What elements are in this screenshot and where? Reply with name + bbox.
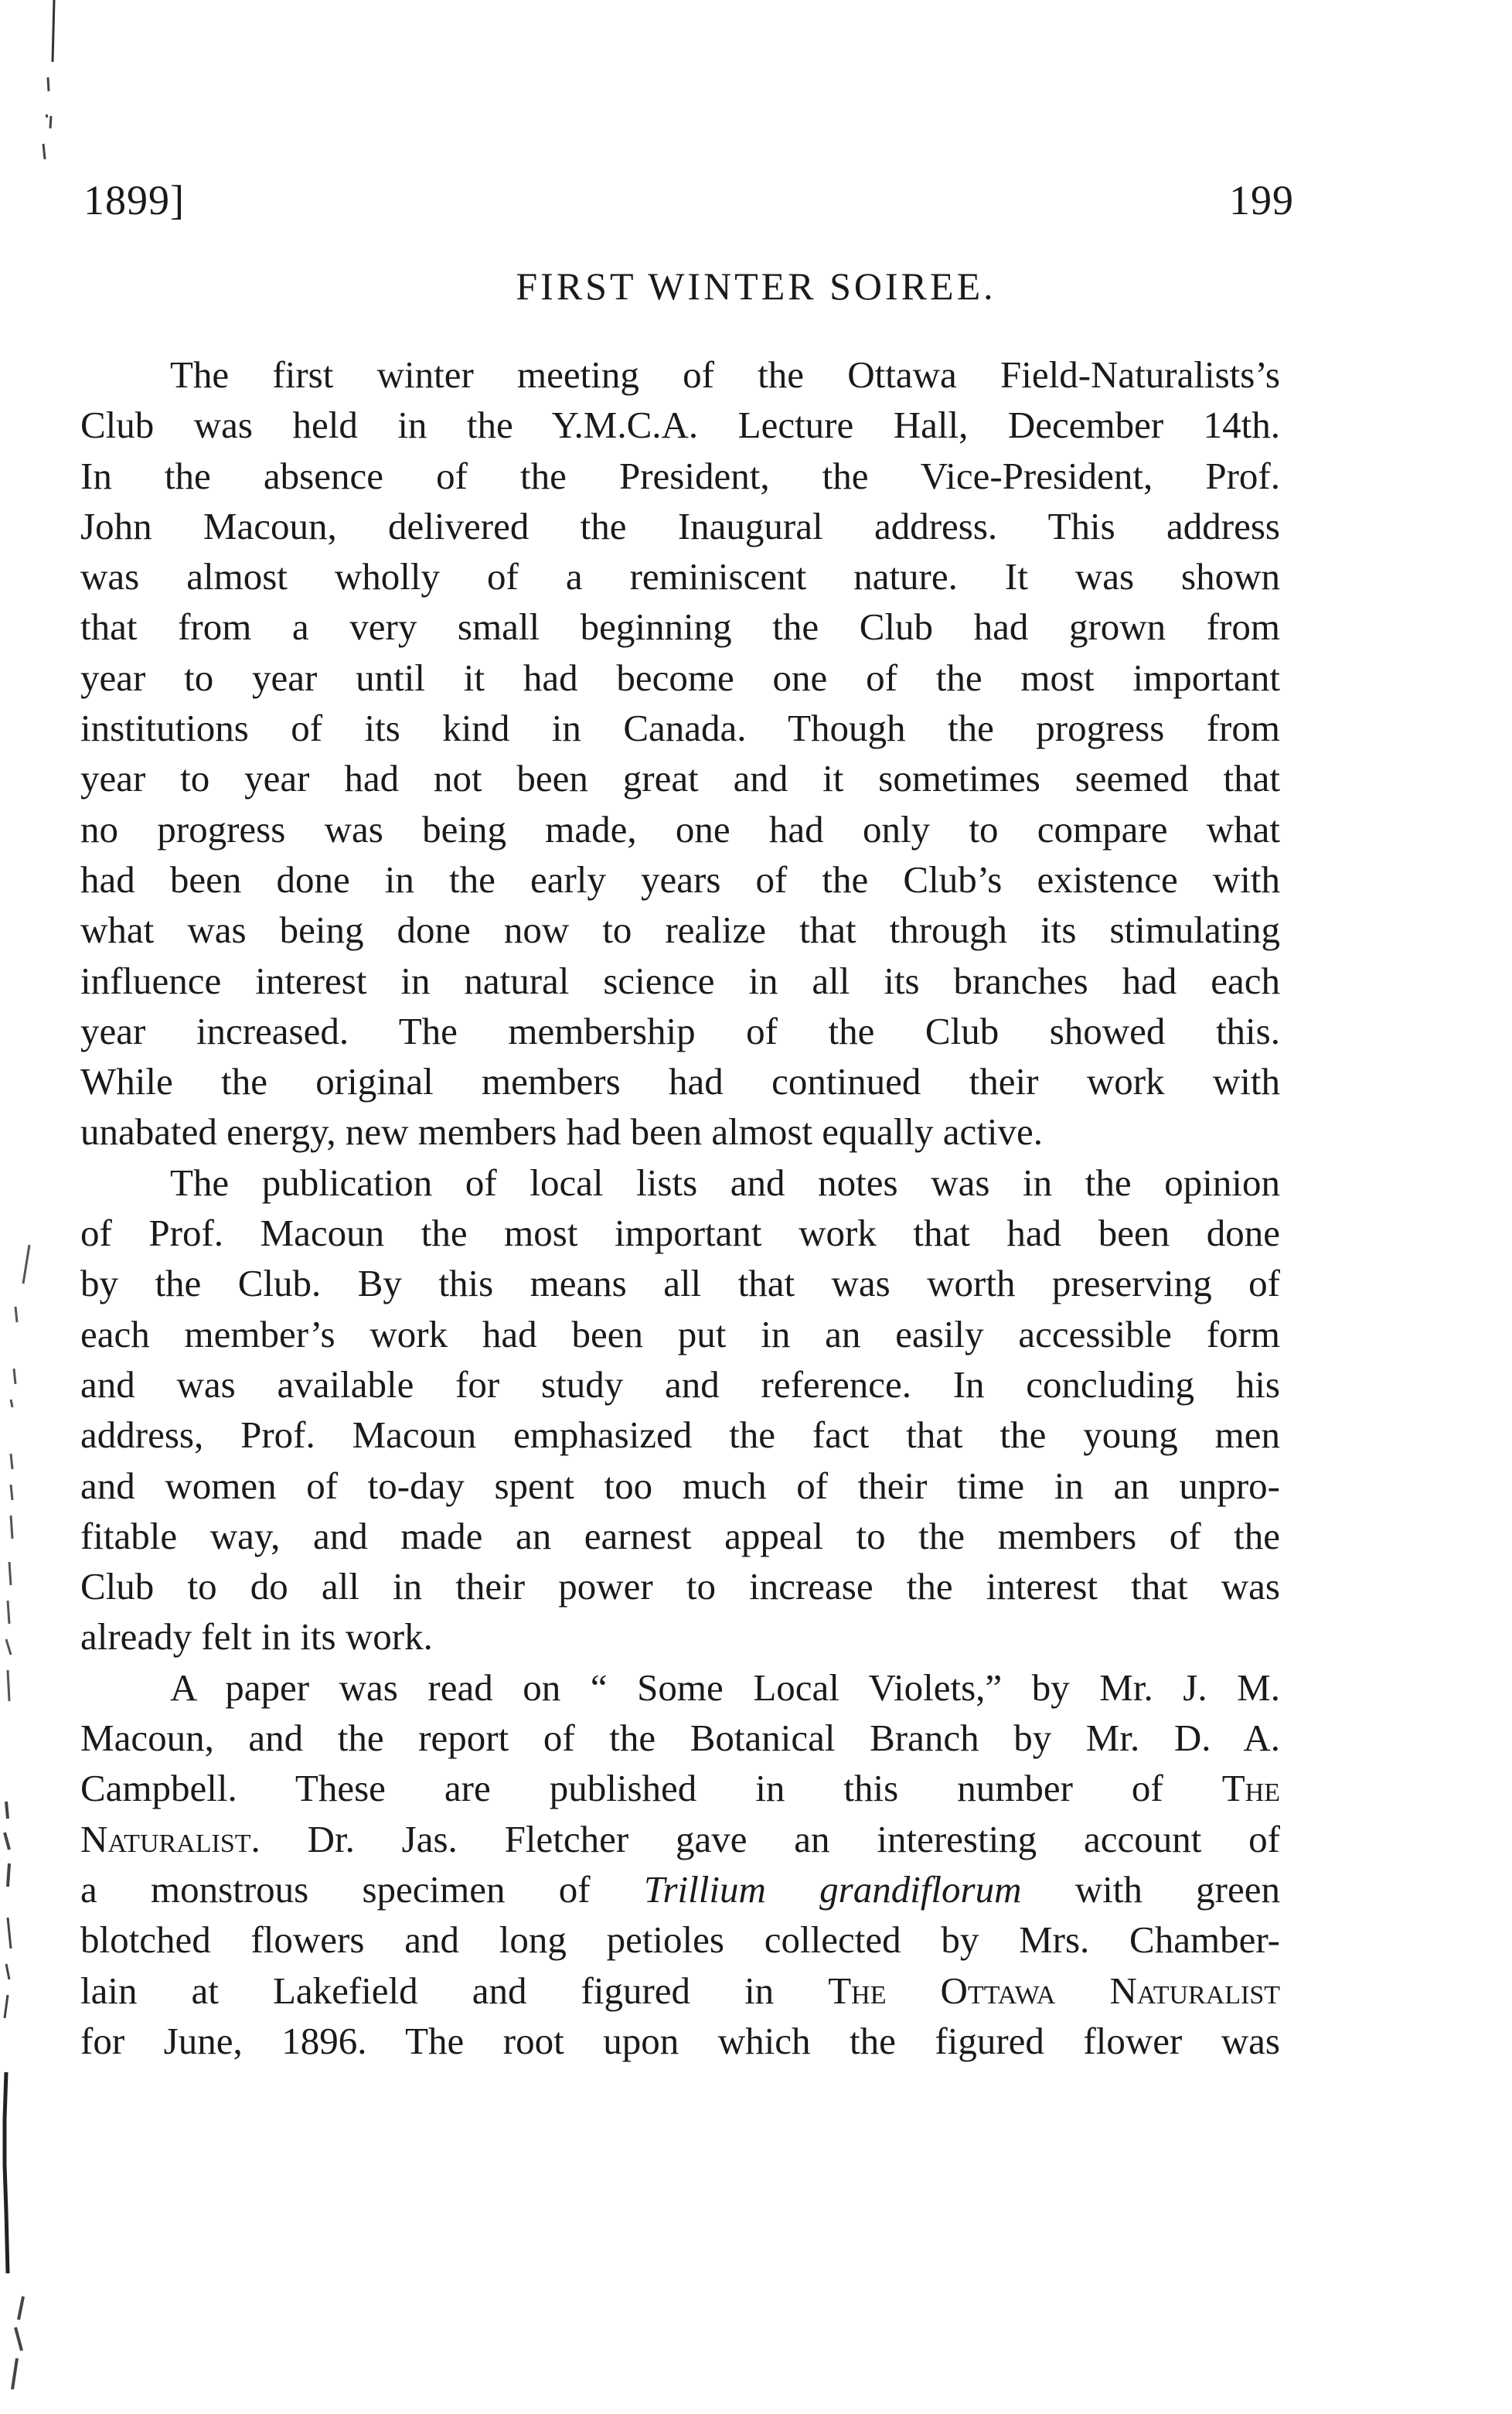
text-segment: lain at Lakefield and figured in (80, 1969, 775, 2012)
text-segment: Campbell. These are published in this number of (80, 1767, 1163, 1810)
text-line: The first winter meeting of the Ottawa Field-Naturalists’s (170, 353, 1280, 396)
text-line-mixed (80, 1763, 1280, 1813)
text-line: The publication of local lists and notes was in the opinion (170, 1161, 1280, 1204)
article-title: FIRST WINTER SOIREE. (516, 264, 996, 308)
text-line: that from a very small beginning the Club had grown from (80, 605, 1280, 649)
paragraph-3 (80, 1662, 1280, 2066)
text-line: John Macoun, delivered the Inaugural address. This address (80, 504, 1280, 547)
paragraph-2 (80, 1158, 1280, 1662)
text-line: for June, 1896. The root upon which the figured flower was (80, 2019, 1280, 2062)
text-line: institutions of its kind in Canada. Though the progress from (80, 707, 1280, 750)
running-head-year: 1899] (83, 177, 185, 223)
text-line: had been done in the early years of the Club’s existence with (80, 858, 1280, 901)
text-segment: with green (1074, 1867, 1281, 1911)
running-head (83, 176, 1294, 230)
text-line: unabated energy, new members had been almost equally active. (80, 1110, 1043, 1154)
text-line: by the Club. By this means all that was worth preserving of (80, 1262, 1280, 1305)
text-line: of Prof. Macoun the most important work that had been done (80, 1212, 1280, 1255)
text-segment: Dr. Jas. Fletcher gave an interesting account of (307, 1817, 1280, 1860)
text-line: In the absence of the President, the Vice-President, Prof. (80, 454, 1280, 497)
paragraph-1 (80, 349, 1280, 1158)
text-line: year to year until it had become one of the most important (80, 656, 1280, 699)
text-line: already felt in its work. (80, 1615, 433, 1659)
text-line: no progress was being made, one had only to compare what (80, 807, 1280, 851)
text-line: was almost wholly of a reminiscent nature. It was shown (80, 555, 1280, 598)
text-line: Macoun, and the report of the Botanical Branch by Mr. D. A. (80, 1717, 1280, 1760)
small-caps-the: The (1221, 1767, 1280, 1810)
text-line: and women of to-day spent too much of their time in an unpro- (80, 1464, 1280, 1507)
small-caps-journal-title: The Ottawa Naturalist (828, 1969, 1281, 2012)
page-number: 199 (1229, 177, 1294, 223)
italic-species-name: Trillium grandiflorum (643, 1867, 1022, 1911)
text-line: address, Prof. Macoun emphasized the fact that the young men (80, 1413, 1280, 1457)
text-line-mixed (80, 1966, 1280, 2016)
text-line: year to year had not been great and it sometimes seemed that (80, 757, 1280, 800)
text-line-mixed (80, 1814, 1280, 1864)
text-line: and was available for study and reference. In concluding his (80, 1362, 1280, 1406)
small-caps-naturalist: Naturalist. (80, 1817, 261, 1860)
text-line: each member’s work had been put in an easily accessible form (80, 1312, 1280, 1355)
text-line: While the original members had continued their work with (80, 1060, 1280, 1103)
text-segment: a monstrous specimen of (80, 1867, 591, 1911)
text-line: year increased. The membership of the Club showed this. (80, 1009, 1280, 1052)
article-body (80, 349, 1280, 2066)
text-line: influence interest in natural science in all its branches had each (80, 959, 1280, 1002)
text-line: Club to do all in their power to increase the interest that was (80, 1565, 1280, 1608)
text-line: blotched flowers and long petioles collected by Mrs. Chamber- (80, 1918, 1280, 1962)
text-line: what was being done now to realize that through its stimulating (80, 909, 1280, 952)
text-line: A paper was read on “ Some Local Violets,” by Mr. J. M. (170, 1666, 1280, 1709)
text-line: fitable way, and made an earnest appeal to the members of the (80, 1514, 1280, 1557)
text-line-mixed (80, 1864, 1280, 1914)
scan-margin-marks (0, 0, 62, 2414)
text-line: Club was held in the Y.M.C.A. Lecture Hall, December 14th. (80, 404, 1280, 447)
